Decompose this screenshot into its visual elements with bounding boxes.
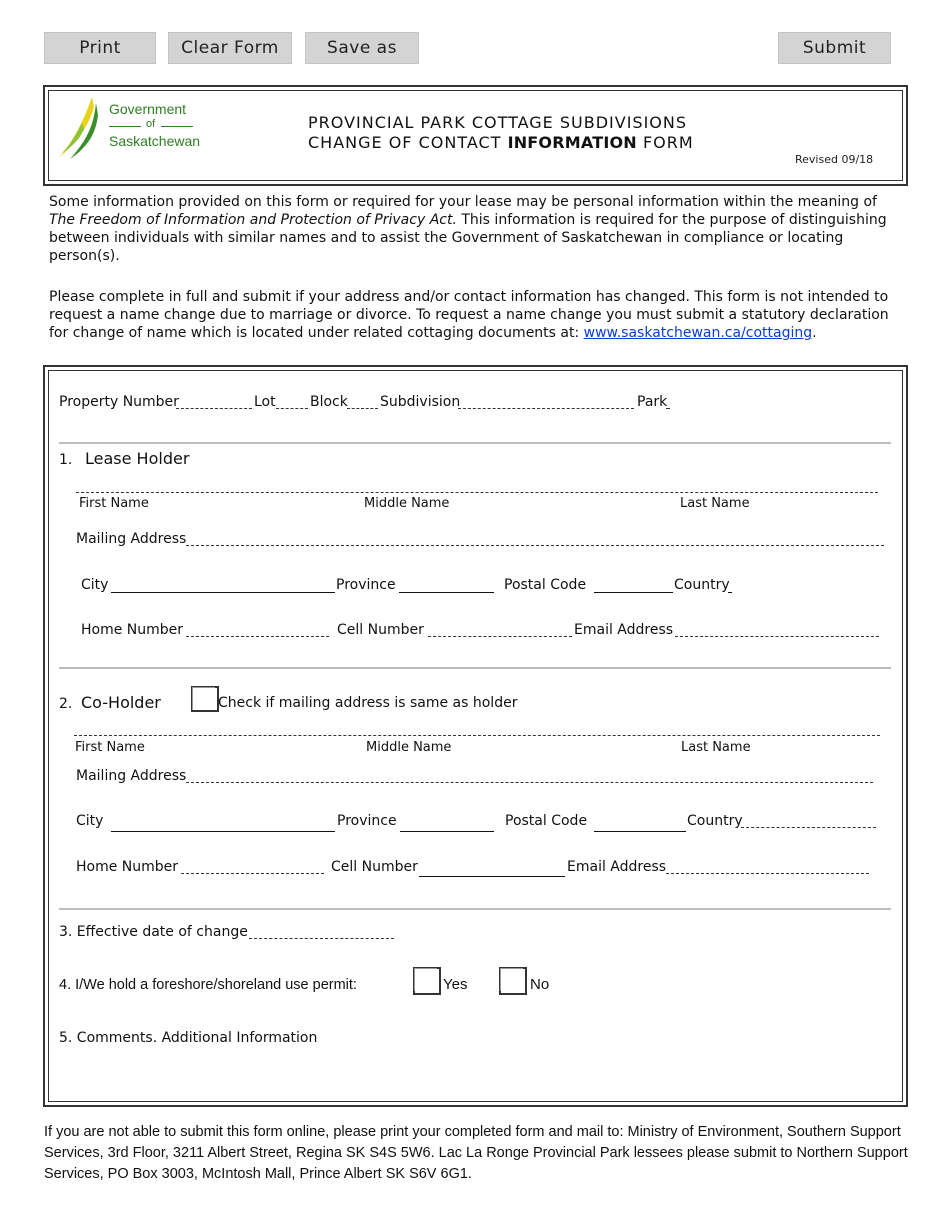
subdivision-label: Subdivision (380, 394, 461, 410)
form-box (43, 365, 908, 1107)
lease-cell-number-label: Cell Number (337, 622, 424, 638)
logo-text-government: Government (109, 101, 187, 117)
logo-of-row (109, 118, 195, 134)
co-postal-code-label: Postal Code (505, 813, 588, 829)
lease-email-field[interactable] (675, 636, 879, 637)
permit-no-label: No (530, 976, 550, 993)
lease-province-field[interactable] (399, 592, 494, 593)
co-mailing-address-field[interactable] (186, 782, 873, 783)
co-last-name-label: Last Name (681, 740, 751, 755)
clear-form-button[interactable]: Clear Form (168, 32, 292, 64)
lease-cell-number-field[interactable] (428, 636, 572, 637)
permit-yes-label: Yes (443, 976, 468, 993)
mailing-instructions: If you are not able to submit this form online, please print your completed form and mail to: Ministry of Environment, Southern Support Services, 3rd Floor, 3211 Albert Street, Regina SK S4S 5W6. Lac La Ronge Provincial Park lessees please submit to Northern Support Services, PO Box 3003, McIntosh Mall, Prince Albert SK S6V 6G1. (44, 1124, 908, 1182)
lease-country-field[interactable] (728, 592, 732, 593)
government-logo (56, 93, 206, 163)
co-country-label: Country (687, 813, 743, 829)
property-number-field[interactable] (176, 408, 252, 409)
lease-home-number-label: Home Number (81, 622, 184, 638)
co-city-field[interactable] (111, 831, 335, 832)
effective-date-field[interactable] (249, 938, 394, 939)
block-field[interactable] (347, 408, 378, 409)
lot-label: Lot (254, 394, 276, 410)
co-country-field[interactable] (741, 827, 876, 828)
section-divider (59, 667, 891, 669)
co-email-label: Email Address (567, 859, 667, 875)
instructions-paragraph: Please complete in full and submit if your address and/or contact information has changed. This form is not intended to request a name change due to marriage or divorce. To request a name change you must submit a statutory declaration for change of name which is located under related cottaging documents at: www.saskatchewan.ca/cottaging. (49, 289, 889, 341)
co-cell-number-field[interactable] (419, 876, 565, 877)
co-holder-name-field[interactable] (74, 735, 880, 736)
lease-province-label: Province (336, 577, 396, 593)
co-province-field[interactable] (400, 831, 494, 832)
submit-button[interactable]: Submit (778, 32, 891, 64)
co-city-label: City (76, 813, 104, 829)
comments-field[interactable] (59, 1050, 889, 1096)
lease-home-number-field[interactable] (186, 636, 329, 637)
subdivision-field[interactable] (458, 408, 634, 409)
co-first-name-label: First Name (75, 740, 145, 755)
park-label: Park (637, 394, 668, 410)
lease-holder-name-field[interactable] (76, 492, 878, 493)
block-label: Block (310, 394, 348, 410)
form-title-line1: PROVINCIAL PARK COTTAGE SUBDIVISIONS (308, 113, 687, 132)
co-province-label: Province (337, 813, 397, 829)
co-cell-number-label: Cell Number (331, 859, 418, 875)
lease-first-name-label: First Name (79, 496, 149, 511)
section-divider (59, 442, 891, 444)
permit-label: 4. I/We hold a foreshore/shoreland use permit: (59, 977, 357, 993)
section-divider (59, 908, 891, 910)
lease-postal-code-field[interactable] (594, 592, 673, 593)
comments-label: 5. Comments. Additional Information (59, 1030, 318, 1046)
lease-mailing-address-field[interactable] (186, 545, 884, 546)
co-mailing-address-label: Mailing Address (76, 768, 187, 784)
lease-city-label: City (81, 577, 109, 593)
print-button[interactable]: Print (44, 32, 156, 64)
save-as-button[interactable]: Save as (305, 32, 419, 64)
effective-date-label: 3. Effective date of change (59, 924, 248, 940)
same-address-checkbox[interactable] (191, 686, 219, 712)
permit-yes-checkbox[interactable] (413, 967, 441, 995)
lease-middle-name-label: Middle Name (364, 496, 450, 511)
co-home-number-label: Home Number (76, 859, 179, 875)
lease-country-label: Country (674, 577, 730, 593)
property-number-label: Property Number (59, 394, 179, 410)
lease-mailing-address-label: Mailing Address (76, 531, 187, 547)
same-address-label: Check if mailing address is same as holder (218, 695, 518, 711)
lease-email-label: Email Address (574, 622, 674, 638)
logo-text-saskatchewan: Saskatchewan (109, 133, 201, 149)
revised-date: Revised 09/18 (795, 153, 874, 166)
lease-last-name-label: Last Name (680, 496, 750, 511)
co-postal-code-field[interactable] (594, 831, 686, 832)
wheat-logo-icon (56, 93, 116, 163)
co-holder-number: 2. (59, 696, 73, 712)
lease-holder-heading: Lease Holder (85, 449, 190, 468)
co-email-field[interactable] (666, 873, 869, 874)
cottaging-link[interactable]: www.saskatchewan.ca/cottaging (583, 325, 813, 341)
lease-holder-number: 1. (59, 452, 73, 468)
park-field[interactable] (666, 408, 670, 409)
lease-city-field[interactable] (111, 592, 335, 593)
co-holder-heading: Co-Holder (81, 693, 161, 712)
lot-field[interactable] (276, 408, 308, 409)
privacy-paragraph: Some information provided on this form or required for your lease may be personal information within the meaning of The Freedom of Information and Protection of Privacy Act. This information is required for the purpose of distinguishing between individuals with similar names and to assist the Government of Saskatchewan in compliance or locating person(s). (49, 194, 887, 264)
lease-postal-code-label: Postal Code (504, 577, 587, 593)
form-title-line2: CHANGE OF CONTACT INFORMATION FORM (308, 133, 694, 152)
co-home-number-field[interactable] (181, 873, 324, 874)
logo-text-of: of (146, 118, 156, 130)
permit-no-checkbox[interactable] (499, 967, 527, 995)
co-middle-name-label: Middle Name (366, 740, 452, 755)
